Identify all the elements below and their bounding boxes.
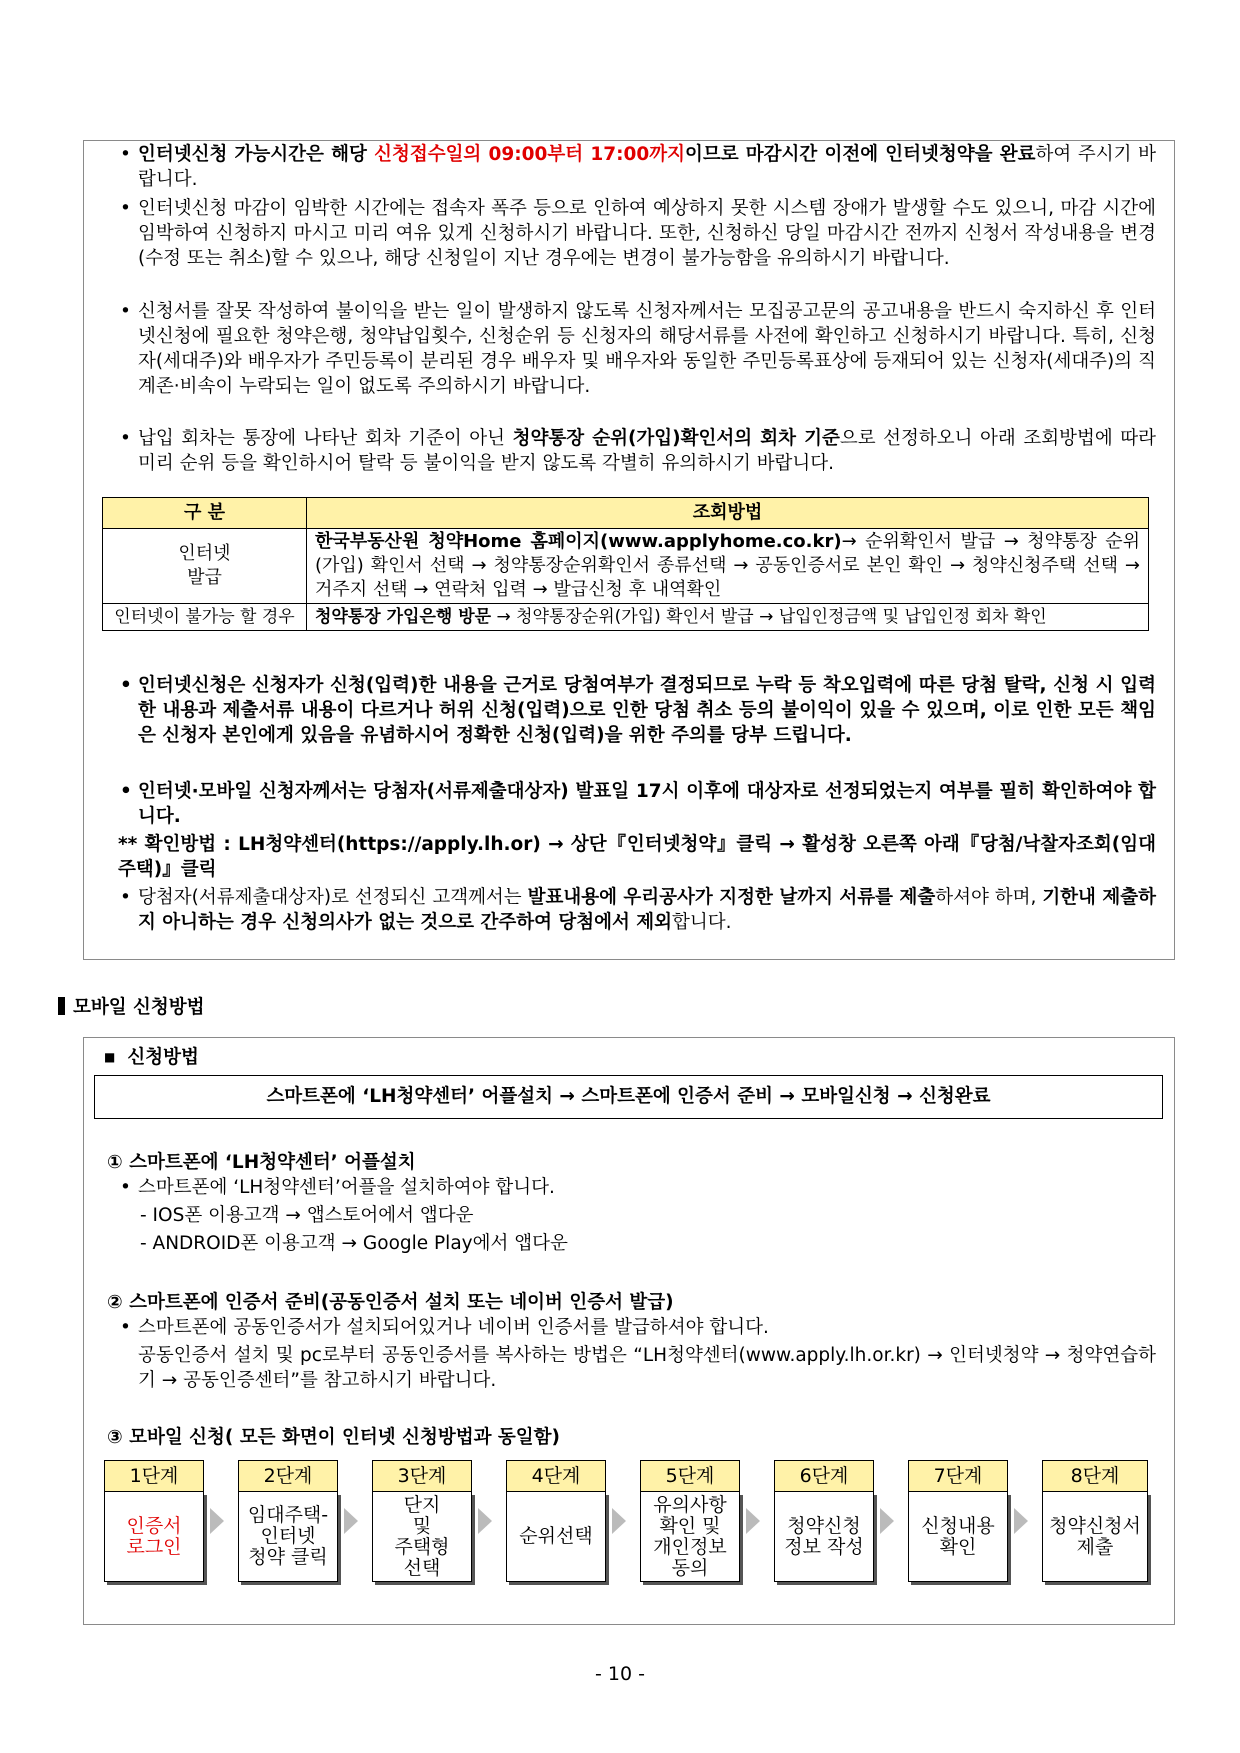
step-card-7: [908, 1460, 1008, 1582]
step-body: 인증서 로그인: [104, 1492, 204, 1582]
bullet-document-submission: • 당첨자(서류제출대상자)로 선정되신 고객께서는 발표내용에 우리공사가 지정한 날까지 서류를 제출하셔야 하며, 기한내 제출하지 아니하는 경우 신청의사가 없는 것으로 간주하여 당첨에서 제외합니다.: [120, 887, 1157, 933]
arrow-right-icon: [210, 1508, 224, 1534]
arrow-right-icon: [344, 1508, 358, 1534]
arrow-right-icon: [478, 1508, 492, 1534]
bullet-caution: • 신청서를 잘못 작성하여 불이익을 받는 일이 발생하지 않도록 신청자께서는 모집공고문의 공고내용을 반드시 숙지하신 후 인터넷신청에 필요한 청약은행, 청약납입횟수, 신청순위 등 신청자의 해당서류를 사전에 확인하고 신청하시기 바랍니다. 특히, 신청자(세대주)와 배우자가 주민등록이 분리된 경우 배우자 및 배우자와 동일한 주민등록표상에 등재되어 있는 신청자(세대주)의 직계존·비속이 누락되는 일이 없도록 주의하시기 바랍니다.: [120, 301, 1156, 397]
bullet-winner-check: • 인터넷·모바일 신청자께서는 당첨자(서류제출대상자) 발표일 17시 이후에 대상자로 선정되었는지 여부를 필히 확인하여야 합니다.: [120, 781, 1156, 827]
step3-title: ③ 모바일 신청( 모든 화면이 인터넷 신청방법과 동일함): [107, 1427, 560, 1448]
step-label: 5단계: [640, 1460, 740, 1492]
step-label: 2단계: [238, 1460, 338, 1492]
arrow-right-icon: [746, 1508, 760, 1534]
step2-note: 공동인증서 설치 및 pc로부터 공동인증서를 복사하는 방법은 “LH청약센터(www.apply.lh.or.kr) → 인터넷청약 → 청약연습하기 → 공동인증센터”를 참고하시기 바랍니다.: [138, 1345, 1156, 1391]
step-body: 단지 및 주택형 선택: [372, 1492, 472, 1582]
bullet-deadline: • 인터넷신청 마감이 임박한 시간에는 접속자 폭주 등으로 인하여 예상하지 못한 시스템 장애가 발생할 수도 있으니, 마감 시간에 임박하여 신청하지 마시고 미리 여유 있게 신청하시기 바랍니다. 또한, 신청하신 당일 마감시간 전까지 신청서 작성내용을 변경(수정 또는 취소)할 수 있으나, 해당 신청일이 지난 경우에는 변경이 불가능함을 유의하시기 바랍니다.: [120, 198, 1156, 269]
page-number: - 10 -: [595, 1663, 645, 1685]
step-label: 1단계: [104, 1460, 204, 1492]
bullet-payment-count: • 납입 회차는 통장에 나타난 회차 기준이 아닌 청약통장 순위(가입)확인서의 회차 기준으로 선정하오니 아래 조회방법에 따라 미리 순위 등을 확인하시어 탈락 등 불이익을 받지 않도록 각별히 유의하시기 바랍니다.: [120, 428, 1157, 474]
step1-ios: - IOS폰 이용고객 → 앱스토어에서 앱다운: [140, 1205, 474, 1226]
table-header-category: 구 분: [103, 498, 307, 529]
mobile-method-title: ■ 신청방법: [104, 1047, 199, 1068]
section-marker-icon: [58, 997, 65, 1015]
step1-bullet: • 스마트폰에 ‘LH청약센터’어플을 설치하여야 합니다.: [120, 1177, 555, 1198]
arrow-right-icon: [880, 1508, 894, 1534]
table-row-internet-label: 인터넷 발급: [103, 529, 307, 604]
step1-title: ① 스마트폰에 ‘LH청약센터’ 어플설치: [107, 1152, 416, 1173]
step2-title: ② 스마트폰에 인증서 준비(공동인증서 설치 또는 네이버 인증서 발급): [107, 1292, 674, 1313]
step-card-3: [372, 1460, 472, 1582]
check-method-note: ** 확인방법 : LH청약센터(https://apply.lh.or) → 상단『인터넷청약』클릭 → 활성창 오른쪽 아래『당첨/낙찰자조회(임대주택)』클릭: [118, 834, 1156, 880]
table-header-method: 조회방법: [307, 498, 1149, 529]
step-body: 순위선택: [506, 1492, 606, 1582]
arrow-right-icon: [1014, 1508, 1028, 1534]
step1-android: - ANDROID폰 이용고객 → Google Play에서 앱다운: [140, 1233, 568, 1254]
step-card-2: [238, 1460, 338, 1582]
lookup-method-table: [102, 497, 1149, 631]
step-card-8: [1042, 1460, 1148, 1582]
step-label: 6단계: [774, 1460, 874, 1492]
step-label: 4단계: [506, 1460, 606, 1492]
step-card-1: [104, 1460, 204, 1582]
square-bullet-icon: ■: [104, 1050, 116, 1064]
step-card-6: [774, 1460, 874, 1582]
step-body: 신청내용 확인: [908, 1492, 1008, 1582]
table-row-offline-label: 인터넷이 불가능 할 경우: [103, 604, 307, 631]
step-label: 7단계: [908, 1460, 1008, 1492]
step2-bullet: • 스마트폰에 공동인증서가 설치되어있거나 네이버 인증서를 발급하셔야 합니다.: [120, 1317, 769, 1338]
step-body: 청약신청 정보 작성: [774, 1492, 874, 1582]
mobile-flow-summary: 스마트폰에 ‘LH청약센터’ 어플설치 → 스마트폰에 인증서 준비 → 모바일신청 → 신청완료: [94, 1075, 1163, 1119]
bullet-apply-time: • 인터넷신청 가능시간은 해당 신청접수일의 09:00부터 17:00까지이므로 마감시간 이전에 인터넷청약을 완료하여 주시기 바랍니다.: [120, 144, 1156, 190]
step-label: 8단계: [1042, 1460, 1148, 1492]
table-row-internet-method: 한국부동산원 청약Home 홈페이지(www.applyhome.co.kr)→ 순위확인서 발급 → 청약통장 순위(가입) 확인서 선택 → 청약통장순위확인서 종류선택 → 공동인증서로 본인 확인 → 청약신청주택 선택 → 거주지 선택 → 연락처 입력 → 발급신청 후 내역확인: [307, 529, 1149, 604]
bullet-responsibility: • 인터넷신청은 신청자가 신청(입력)한 내용을 근거로 당첨여부가 결정되므로 누락 등 착오입력에 따른 당첨 탈락, 신청 시 입력한 내용과 제출서류 내용이 다르거나 허위 신청(입력)으로 인한 당첨 취소 등의 불이익이 있을 수 있으며, 이로 인한 모든 책임은 신청자 본인에게 있음을 유념하시어 정확한 신청(입력)을 위한 주의를 당부 드립니다.: [120, 675, 1156, 746]
table-row-offline-method: 청약통장 가입은행 방문 → 청약통장순위(가입) 확인서 발급 → 납입인정금액 및 납입인정 회차 확인: [307, 604, 1149, 631]
step-card-4: [506, 1460, 606, 1582]
arrow-right-icon: [612, 1508, 626, 1534]
step-body: 청약신청서 제출: [1042, 1492, 1148, 1582]
step-body: 유의사항 확인 및 개인정보 동의: [640, 1492, 740, 1582]
step-label: 3단계: [372, 1460, 472, 1492]
step-card-5: [640, 1460, 740, 1582]
step-body: 임대주택- 인터넷 청약 클릭: [238, 1492, 338, 1582]
section-title-mobile: 모바일 신청방법: [58, 993, 205, 1019]
